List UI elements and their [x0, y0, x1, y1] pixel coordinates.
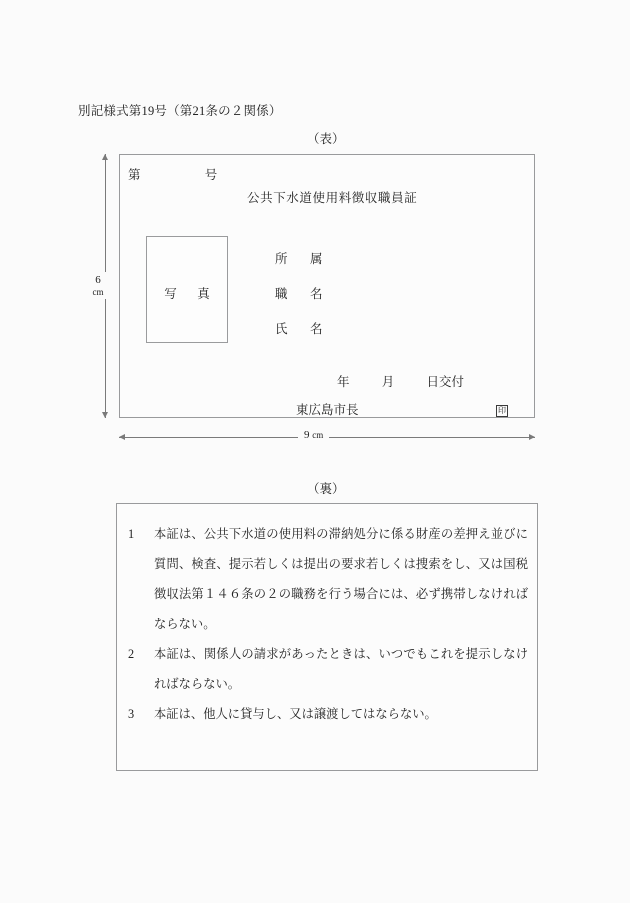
- issue-date-row: [337, 372, 464, 390]
- width-dimension-label: [298, 429, 329, 441]
- clause-item: [128, 519, 528, 639]
- height-value: 6: [95, 274, 101, 286]
- form-number-heading: 別記様式第19号（第21条の２関係）: [78, 104, 282, 118]
- field-label-job-title: 職 名: [275, 287, 328, 301]
- clause-number: 1: [128, 527, 135, 541]
- clause-text: 本証は、公共下水道の使用料の滞納処分に係る財産の差押え並びに質問、検査、提示若しくは提出の要求若しくは捜索をし、又は国税徴収法第１４６条の２の職務を行う場合には、必ず携帯しなければならない。: [154, 527, 528, 631]
- card-title: 公共下水道使用料徴収職員証: [247, 191, 418, 205]
- date-month-label: 月: [381, 375, 395, 389]
- back-clause-list: [128, 519, 528, 729]
- front-side-label: （表）: [307, 132, 345, 146]
- clause-number: 2: [128, 647, 135, 661]
- clause-text: 本証は、他人に貸与し、又は譲渡してはならない。: [154, 707, 437, 721]
- width-unit: cm: [312, 430, 324, 440]
- height-unit: cm: [92, 286, 104, 297]
- serial-number-row: [128, 165, 217, 183]
- photo-placeholder-box: [146, 236, 228, 343]
- clause-number: 3: [128, 707, 135, 721]
- issuer-row: [296, 400, 508, 418]
- serial-prefix-label: 第: [128, 168, 141, 182]
- seal-mark-icon: 印: [498, 406, 506, 415]
- height-dimension-label: [88, 272, 108, 299]
- serial-suffix-label: 号: [204, 168, 218, 182]
- date-day-issued-label: 日交付: [426, 375, 465, 389]
- field-label-name: 氏 名: [275, 322, 328, 336]
- photo-placeholder-label: 写 真: [164, 287, 214, 301]
- width-value: 9: [304, 429, 310, 441]
- field-label-affiliation: 所 属: [275, 252, 328, 266]
- clause-item: [128, 639, 528, 699]
- date-year-label: 年: [337, 375, 350, 389]
- back-side-label: （裏）: [307, 482, 345, 496]
- issuer-name: 東広島市長: [296, 403, 359, 417]
- clause-item: [128, 699, 528, 729]
- clause-text: 本証は、関係人の請求があったときは、いつでもこれを提示しなければならない。: [154, 647, 528, 691]
